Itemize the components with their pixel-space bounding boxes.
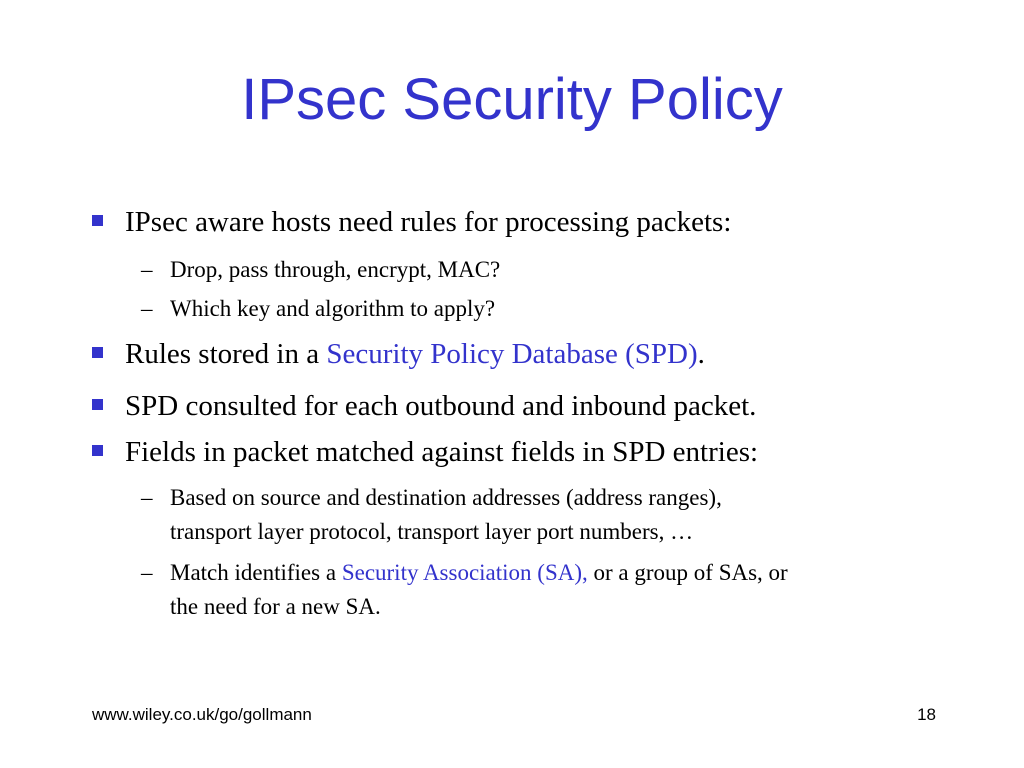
sa-term: Security Association (SA), — [341, 560, 588, 585]
dash-icon: – — [141, 296, 153, 321]
sub-bullet-text: Which key and algorithm to apply? — [170, 296, 496, 321]
bullet-text — [125, 337, 705, 371]
sub-bullet-line: Match identifies a — [170, 560, 342, 585]
footer-url: www.wiley.co.uk/go/gollmann — [92, 705, 312, 724]
dash-icon: – — [141, 257, 153, 282]
sub-bullet-text: Drop, pass through, encrypt, MAC? — [170, 257, 501, 282]
sub-bullet-text — [170, 481, 950, 549]
page-number: 18 — [917, 705, 936, 724]
bullet-text-part: Rules stored in a — [125, 338, 327, 370]
sub-bullet-line: or a group of SAs, or — [587, 560, 788, 585]
square-bullet-icon — [92, 399, 103, 410]
bullet-text: IPsec aware hosts need rules for processing packets: — [125, 206, 732, 238]
spd-term: Security Policy Database (SPD) — [326, 338, 698, 370]
dash-icon: – — [141, 560, 153, 585]
sub-bullet-line: transport layer protocol, transport layer port numbers, … — [170, 519, 694, 544]
slide-title: IPsec Security Policy — [241, 67, 783, 132]
sub-bullet-line: Based on source and destination addresses (address ranges), — [170, 485, 722, 510]
dash-icon: – — [141, 485, 153, 510]
square-bullet-icon — [92, 215, 103, 226]
bullet-text: Fields in packet matched against fields in SPD entries: — [125, 436, 759, 468]
square-bullet-icon — [92, 347, 103, 358]
bullet-text-part: . — [697, 338, 705, 370]
bullet-text: SPD consulted for each outbound and inbound packet. — [125, 390, 757, 422]
square-bullet-icon — [92, 445, 103, 456]
sub-bullet-text — [170, 556, 950, 624]
sub-bullet-line: the need for a new SA. — [170, 594, 381, 619]
